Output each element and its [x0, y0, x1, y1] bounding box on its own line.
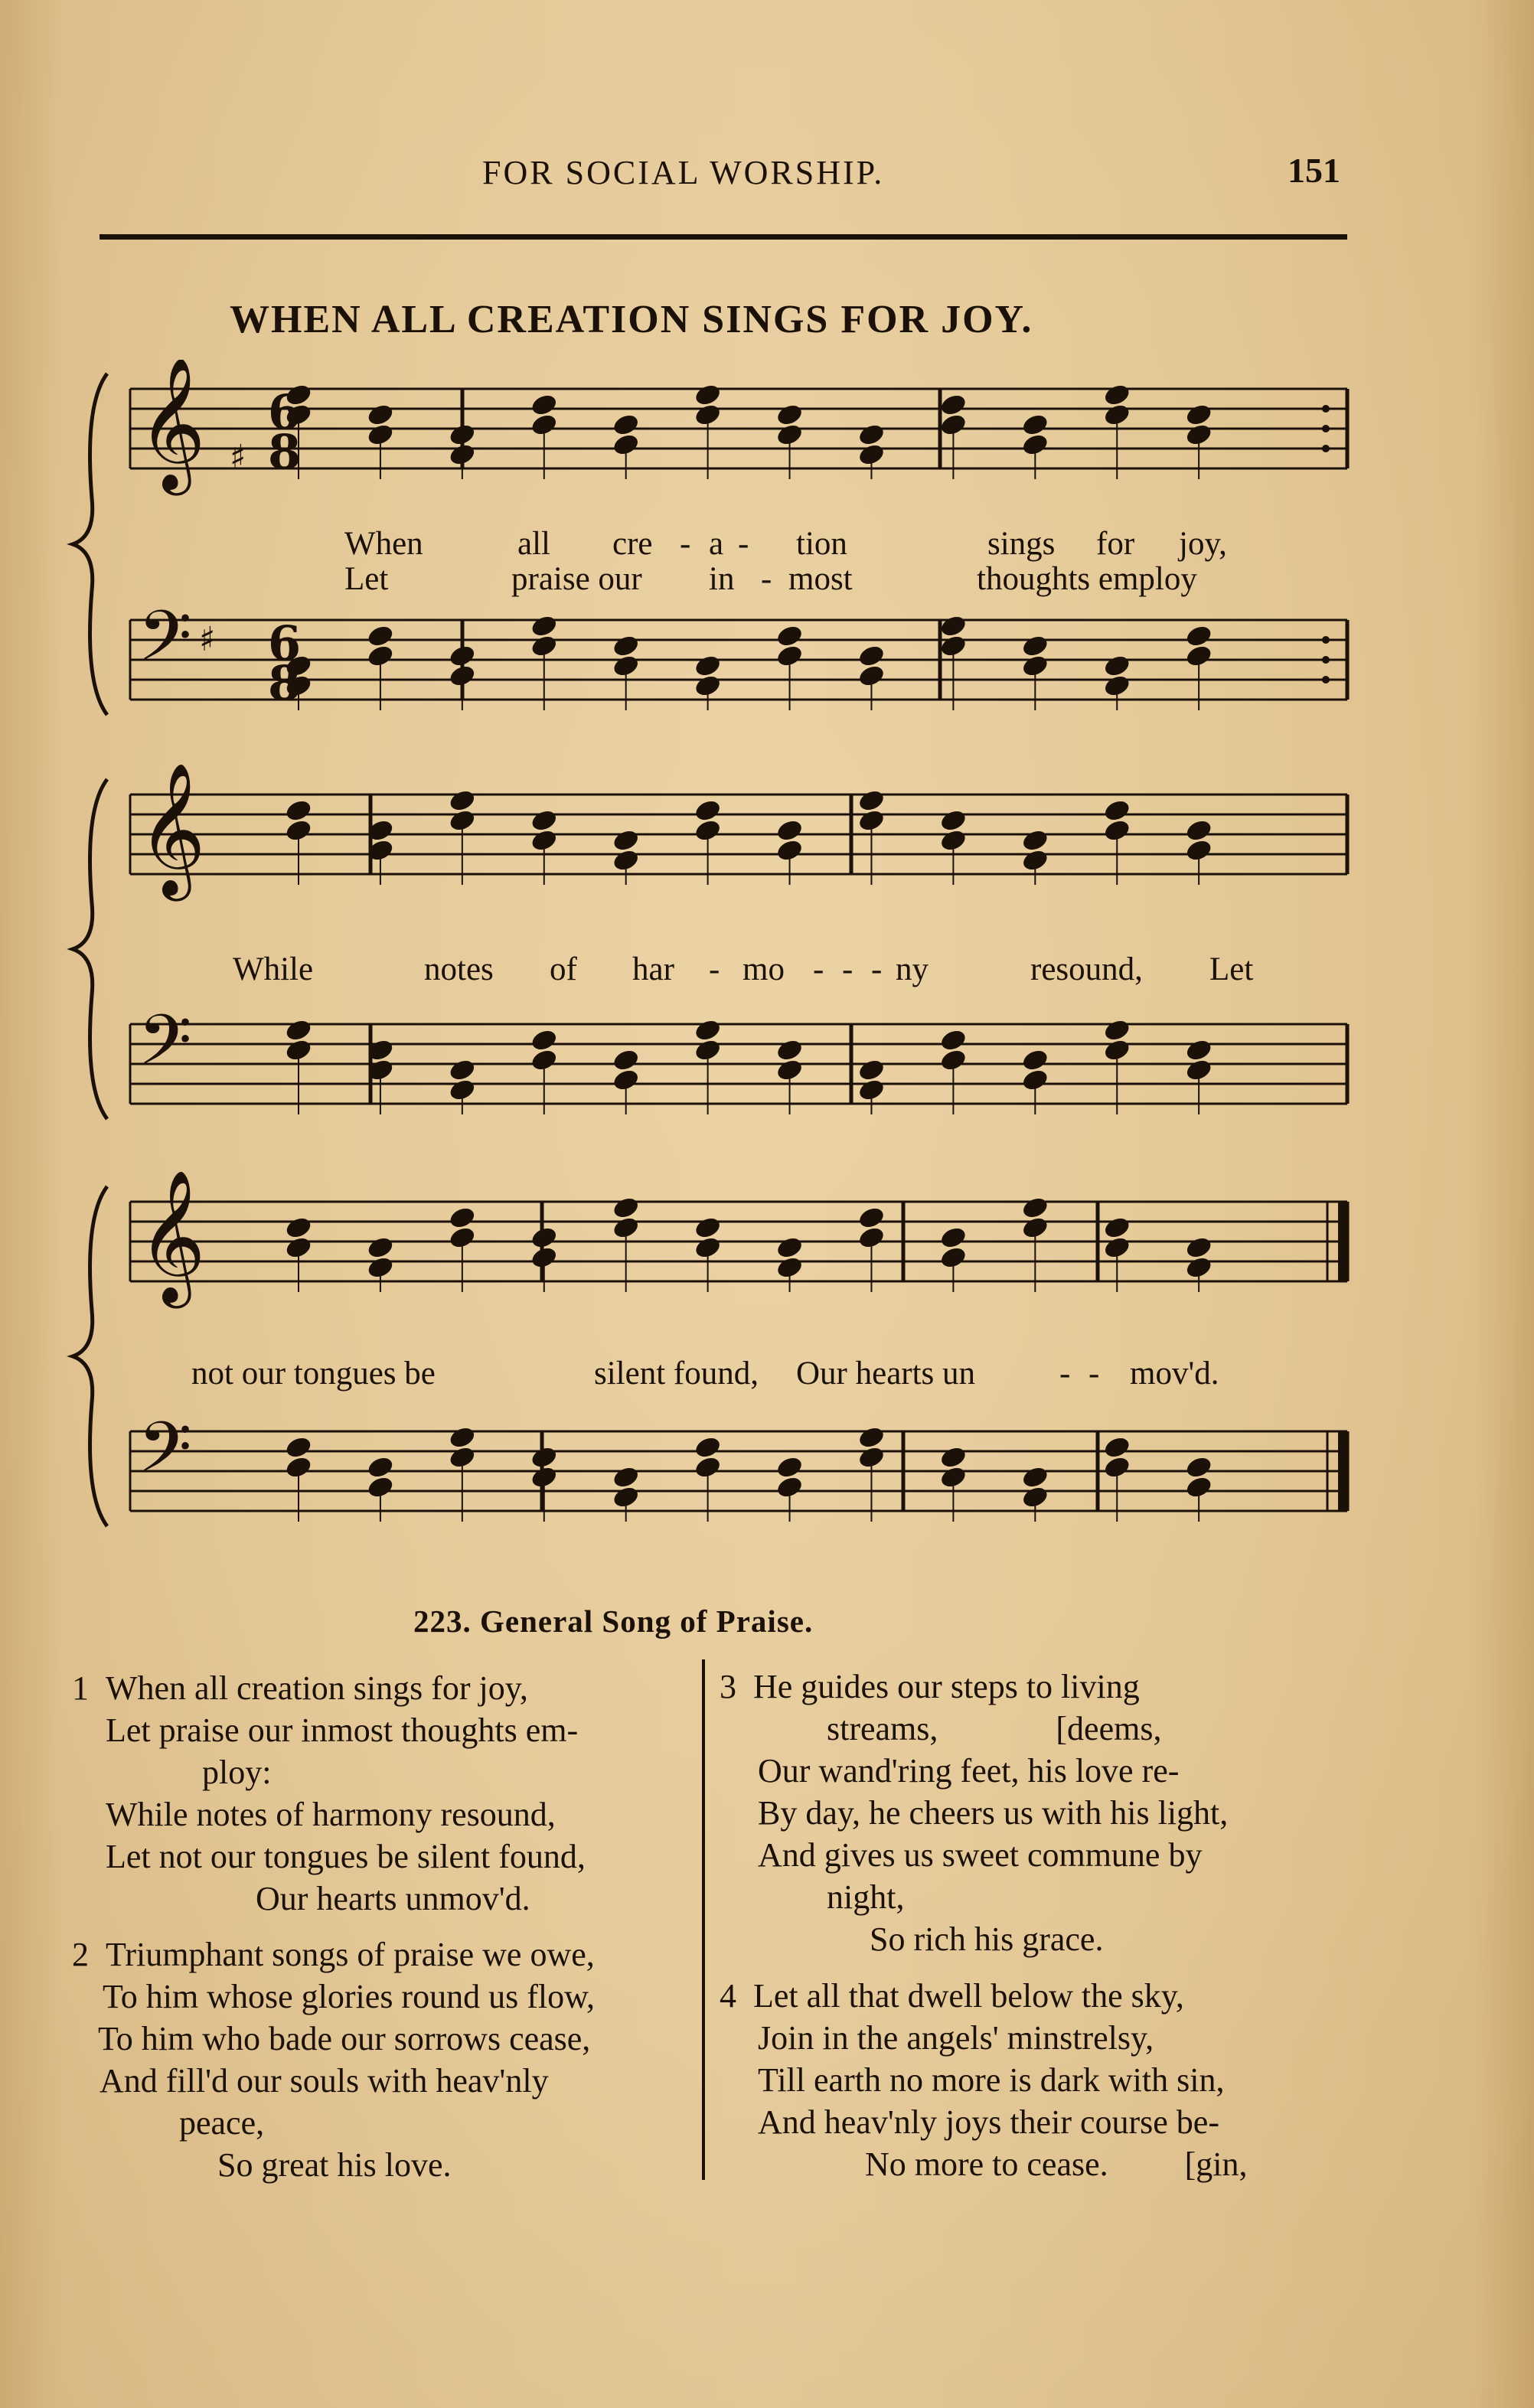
note-head	[1020, 412, 1049, 437]
lyric-syllable: praise our	[511, 561, 642, 597]
note-head	[1184, 1235, 1213, 1260]
note-head	[1184, 402, 1213, 427]
lyric-hyphen: -	[738, 526, 749, 562]
note-head	[1102, 1017, 1131, 1042]
lyric-syllable: of	[550, 951, 577, 987]
note-head	[612, 412, 641, 437]
lyric-syllable: mov'd.	[1130, 1356, 1219, 1392]
note-head	[612, 1047, 641, 1072]
note-head	[857, 422, 886, 447]
lyric-syllable: mo	[743, 951, 785, 987]
note-head	[284, 798, 313, 823]
lyric-syllable: thoughts employ	[977, 561, 1197, 597]
note-head	[1020, 1047, 1049, 1072]
note-head	[530, 613, 559, 638]
verse-line: While notes of harmony resound,	[106, 1796, 556, 1833]
repeat-dot	[1322, 676, 1330, 684]
lyric-syllable: tion	[796, 526, 847, 562]
verse-line: streams,	[827, 1710, 938, 1747]
lyric-hyphen: -	[761, 561, 772, 597]
note-head	[1020, 1464, 1049, 1490]
verse-line: [gin,	[1184, 2145, 1248, 2183]
note-head	[1020, 1195, 1049, 1220]
note-head	[775, 1454, 804, 1480]
verse-line: ploy:	[202, 1754, 272, 1791]
bass-clef-icon: 𝄢	[138, 1407, 192, 1505]
verse-number: 3	[720, 1668, 736, 1705]
note-head	[284, 1215, 313, 1240]
verse-line: Till earth no more is dark with sin,	[758, 2061, 1225, 2099]
note-head	[775, 402, 804, 427]
note-head	[1102, 382, 1131, 407]
lyric-syllable: not our tongues be	[191, 1356, 436, 1392]
note-head	[612, 1464, 641, 1490]
lyric-hyphen: -	[709, 951, 720, 987]
note-head	[1184, 817, 1213, 843]
verse-line: And gives us sweet commune by	[758, 1836, 1203, 1874]
header-rule	[100, 234, 1347, 240]
column-divider	[702, 1659, 705, 2180]
lyric-syllable: most	[788, 561, 853, 597]
verse-1	[72, 1667, 692, 1920]
sharp-icon: ♯	[230, 438, 246, 477]
verse-line: No more to cease.	[865, 2145, 1108, 2183]
note-head	[366, 402, 395, 427]
note-head	[857, 788, 886, 813]
verse-number: 1	[72, 1669, 89, 1707]
verse-line: And fill'd our souls with heav'nly	[100, 2062, 549, 2100]
note-head	[693, 1215, 722, 1240]
verse-line: night,	[827, 1878, 905, 1916]
note-head	[938, 1027, 968, 1052]
lyric-syllable: notes	[424, 951, 494, 987]
lyric-syllable: While	[233, 951, 314, 987]
note-head	[448, 1057, 477, 1082]
treble-clef-icon: 𝄞	[138, 360, 206, 490]
verse-4	[720, 1975, 1347, 2185]
note-head	[693, 382, 722, 407]
note-head	[857, 1424, 886, 1450]
note-head	[775, 817, 804, 843]
hymn-title: 223. General Song of Praise.	[413, 1604, 814, 1639]
note-head	[530, 1225, 559, 1250]
note-head	[1184, 1037, 1213, 1062]
note-head	[612, 827, 641, 853]
lyric-hyphen: -	[1059, 1356, 1071, 1392]
note-head	[857, 643, 886, 668]
verse-line: [deems,	[1056, 1710, 1162, 1747]
verse-line: By day, he cheers us with his light,	[758, 1794, 1229, 1832]
verse-line: Let all that dwell below the sky,	[753, 1977, 1184, 2015]
lyric-syllable: resound,	[1030, 951, 1143, 987]
verse-3	[720, 1666, 1347, 1960]
bass-clef-icon: 𝄢	[138, 595, 192, 693]
note-head	[1184, 1454, 1213, 1480]
lyric-hyphen: -	[680, 526, 691, 562]
note-head	[448, 788, 477, 813]
verse-number: 2	[72, 1936, 89, 1973]
tune-title: WHEN ALL CREATION SINGS FOR JOY.	[230, 298, 1033, 341]
note-head	[693, 653, 722, 678]
verse-line: And heav'nly joys their course be-	[758, 2103, 1219, 2141]
lyric-syllable: ny	[896, 951, 929, 987]
lyric-syllable: joy,	[1179, 526, 1227, 562]
note-head	[448, 1205, 477, 1230]
note-head	[775, 1235, 804, 1260]
note-head	[284, 1434, 313, 1460]
final-double-bar	[1338, 1431, 1347, 1511]
repeat-dot	[1322, 445, 1330, 452]
repeat-dot	[1322, 405, 1330, 413]
verse-line: He guides our steps to living	[753, 1668, 1140, 1705]
note-head	[530, 808, 559, 833]
note-head	[1020, 633, 1049, 658]
verse-line: Triumphant songs of praise we owe,	[106, 1936, 595, 1973]
note-head	[530, 1444, 559, 1470]
note-head	[1184, 623, 1213, 648]
brace	[73, 374, 107, 715]
lyric-syllable: Let	[344, 561, 389, 597]
lyric-syllable: for	[1096, 526, 1135, 562]
note-head	[857, 1057, 886, 1082]
lyric-hyphen: -	[1088, 1356, 1100, 1392]
note-head	[612, 633, 641, 658]
lyric-syllable: sings	[987, 526, 1056, 562]
verse-line: When all creation sings for joy,	[106, 1669, 528, 1707]
lyric-syllable: all	[517, 526, 550, 562]
verse-number: 4	[720, 1977, 736, 2015]
brace	[73, 779, 107, 1119]
lyric-syllable: silent found,	[594, 1356, 759, 1392]
lyric-syllable: Let	[1209, 951, 1254, 987]
page-number: 151	[1288, 151, 1340, 190]
lyric-syllable: Our hearts un	[796, 1356, 976, 1392]
bass-clef-icon: 𝄢	[138, 1000, 192, 1098]
verse-line: Join in the angels' minstrelsy,	[758, 2019, 1154, 2057]
repeat-dot	[1322, 636, 1330, 644]
note-head	[612, 1195, 641, 1220]
verse-line: To him who bade our sorrows cease,	[98, 2020, 591, 2057]
note-head	[530, 1027, 559, 1052]
lyric-syllable: a	[709, 526, 724, 562]
lyric-hyphen: -	[842, 951, 853, 987]
note-head	[1020, 827, 1049, 853]
repeat-dot	[1322, 425, 1330, 432]
note-head	[366, 1454, 395, 1480]
lyric-hyphen: -	[813, 951, 824, 987]
repeat-dot	[1322, 656, 1330, 664]
treble-clef-icon: 𝄞	[138, 762, 206, 896]
final-double-bar	[1338, 1202, 1347, 1281]
note-head	[775, 1037, 804, 1062]
note-head	[1102, 1215, 1131, 1240]
verse-line: peace,	[179, 2104, 265, 2142]
note-head	[284, 1017, 313, 1042]
note-head	[366, 623, 395, 648]
verse-line: Let not our tongues be silent found,	[106, 1838, 586, 1875]
note-head	[857, 1205, 886, 1230]
brace	[73, 1186, 107, 1526]
note-head	[530, 392, 559, 417]
verse-line: Our wand'ring feet, his love re-	[758, 1752, 1180, 1790]
note-head	[448, 1424, 477, 1450]
verse-line: So rich his grace.	[870, 1920, 1104, 1958]
lyric-syllable: cre	[612, 526, 653, 562]
verse-2	[72, 1933, 692, 2186]
lyric-syllable: har	[632, 951, 674, 987]
verse-line: To him whose glories round us flow,	[103, 1978, 596, 2015]
running-head: FOR SOCIAL WORSHIP.	[482, 154, 885, 191]
note-head	[775, 623, 804, 648]
time-signature-bottom: 8	[268, 424, 302, 480]
verse-line: Our hearts unmov'd.	[256, 1880, 530, 1917]
note-head	[366, 1235, 395, 1260]
time-signature-top: 6	[268, 384, 302, 440]
note-head	[693, 798, 722, 823]
lyric-syllable: When	[344, 526, 423, 562]
sharp-icon: ♯	[199, 620, 216, 659]
note-head	[938, 1225, 968, 1250]
note-head	[1102, 653, 1131, 678]
note-head	[938, 808, 968, 833]
time-signature-bottom: 8	[268, 655, 302, 711]
verse-line: Let praise our inmost thoughts em-	[106, 1711, 579, 1749]
lyric-syllable: in	[709, 561, 735, 597]
note-head	[1102, 1434, 1131, 1460]
verse-line: So great his love.	[217, 2146, 452, 2184]
note-head	[938, 1444, 968, 1470]
lyric-hyphen: -	[871, 951, 883, 987]
note-head	[693, 1434, 722, 1460]
time-signature-top: 6	[268, 615, 302, 671]
treble-clef-icon: 𝄞	[138, 1170, 206, 1303]
note-head	[938, 613, 968, 638]
note-head	[693, 1017, 722, 1042]
note-head	[938, 392, 968, 417]
note-head	[1102, 798, 1131, 823]
